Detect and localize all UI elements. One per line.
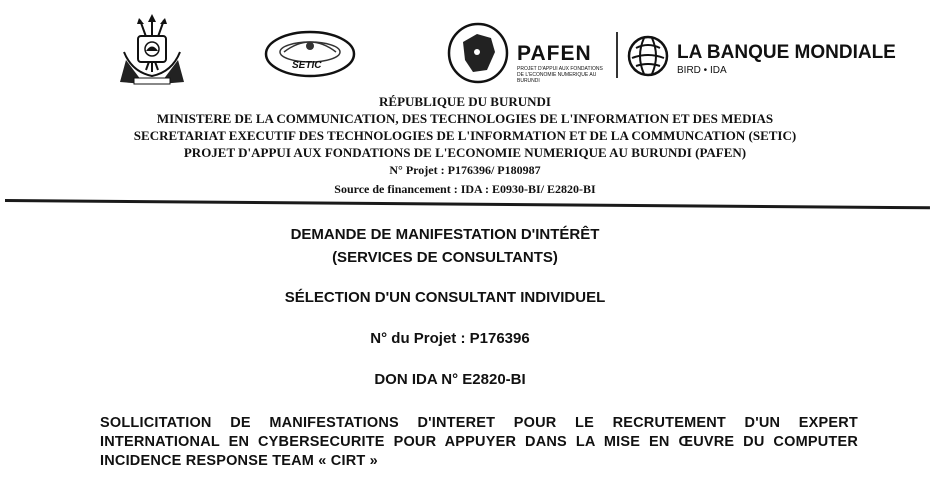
burundi-coat-of-arms-logo [112,12,192,102]
project-number: N° Projet : P176396/ P180987 [389,163,541,177]
header-divider [5,199,930,209]
logo-divider [616,32,618,78]
document-title: DEMANDE DE MANIFESTATION D'INTÉRÊT [290,226,600,243]
setic-logo [262,28,358,80]
world-bank-name: LA BANQUE MONDIALE [677,42,896,63]
secretariat-heading: SECRETARIAT EXECUTIF DES TECHNOLOGIES DE L'INFORMATION ET DE LA COMMUNCATION (SETIC) [133,128,797,143]
world-bank-logo [622,28,896,83]
document-subtitle: (SERVICES DE CONSULTANTS) [332,249,558,266]
don-ida-line: DON IDA N° E2820-BI [374,371,526,388]
republic-heading: RÉPUBLIQUE DU BURUNDI [379,94,551,109]
project-number-line: N° du Projet : P176396 [370,330,530,347]
solicitation-paragraph: SOLLICITATION DE MANIFESTATIONS D'INTERET POUR LE RECRUTEMENT D'UN EXPERT INTERNATIONAL EN CYBERSECURITE POUR APPUYER DANS LA MISE EN ŒUVRE DU COMPUTER INCIDENCE RESPONSE TEAM « CIRT » [100,415,858,469]
project-heading: PROJET D'APPUI AUX FONDATIONS DE L'ECONOMIE NUMERIQUE AU BURUNDI (PAFEN) [183,145,747,160]
pafen-subtitle: PROJET D'APPUI AUX FONDATIONS DE L'ECONOMIE NUMERIQUE AU BURUNDI [517,66,603,84]
selection-heading: SÉLECTION D'UN CONSULTANT INDIVIDUEL [284,289,606,306]
world-bank-globe-icon [626,34,670,78]
ministry-heading: MINISTERE DE LA COMMUNICATION, DES TECHNOLOGIES DE L'INFORMATION ET DES MEDIAS [156,111,774,126]
funding-source: Source de financement : IDA : E0930-BI/ E2820-BI [334,182,596,196]
pafen-name: PAFEN [517,42,592,65]
setic-label: SETIC [292,60,322,71]
pafen-logo [447,22,605,84]
world-bank-subtitle: BIRD • IDA [677,65,727,76]
